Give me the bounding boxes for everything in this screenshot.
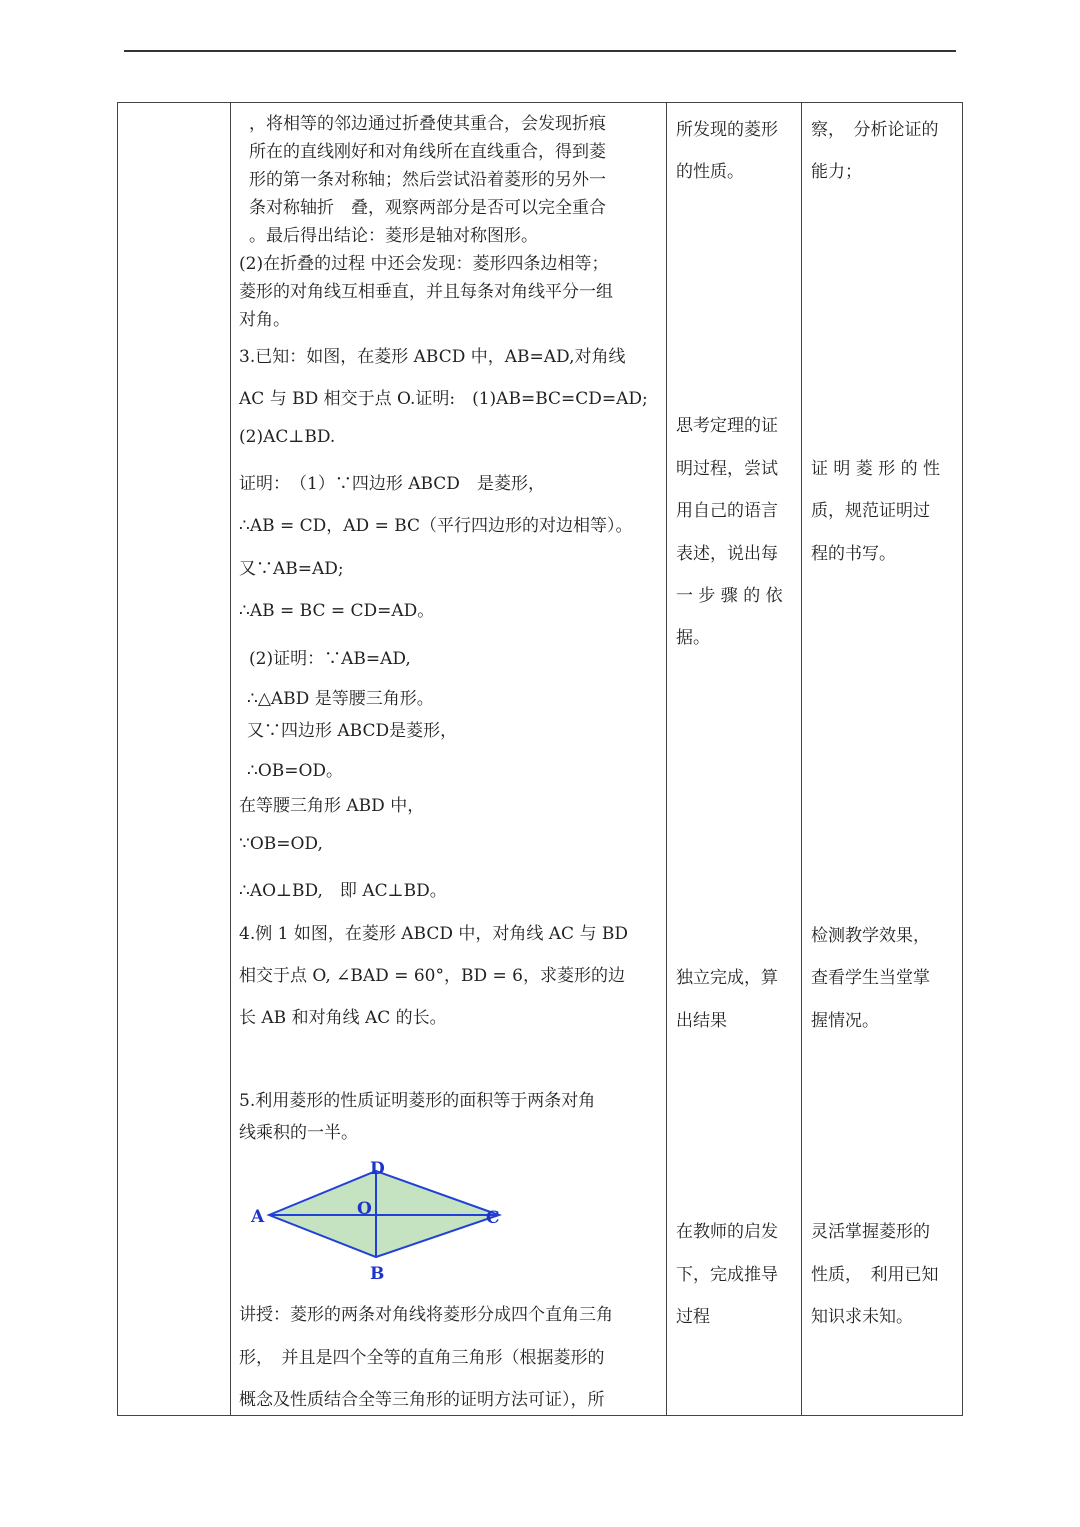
content-line: 又∵四边形 ABCD是菱形， — [247, 721, 458, 741]
student-line: 的性质。 — [676, 162, 744, 182]
intent-line: 握情况。 — [811, 1011, 879, 1031]
content-line: 。最后得出结论：菱形是轴对称图形。 — [249, 226, 538, 246]
content-line: ∴AB = CD，AD = BC（平行四边形的对边相等）。 — [239, 516, 633, 536]
content-line: 讲授：菱形的两条对角线将菱形分成四个直角三角 — [239, 1305, 613, 1325]
content-line: ∴OB=OD。 — [247, 761, 344, 781]
content-line: 线乘积的一半。 — [239, 1123, 358, 1143]
vertex-label-b: B — [370, 1264, 385, 1283]
student-line: 思考定理的证 — [676, 416, 778, 436]
student-line: 独立完成，算 — [676, 968, 778, 988]
student-line: 在教师的启发 — [676, 1222, 778, 1242]
content-line: 证明： （1）∵四边形 ABCD 是菱形， — [239, 474, 545, 494]
content-line: AC 与 BD 相交于点 O.证明: (1)AB=BC=CD=AD; — [239, 389, 648, 409]
content-line: 概念及性质结合全等三角形的证明方法可证），所 — [239, 1390, 605, 1410]
content-line: 对角。 — [239, 310, 290, 330]
intent-line: 程的书写。 — [811, 544, 896, 564]
vertex-label-d: D — [370, 1159, 385, 1179]
content-line: (2)证明：∵AB=AD, — [249, 649, 411, 669]
column-divider — [666, 103, 667, 1415]
content-line: 形的第一条对称轴；然后尝试沿着菱形的另外一 — [249, 170, 606, 190]
column-divider — [230, 103, 231, 1415]
content-line: (2)在折叠的过程 中还会发现：菱形四条边相等； — [239, 254, 609, 274]
student-line: 出结果 — [676, 1011, 727, 1031]
intent-line: 性质， 利用已知 — [811, 1265, 939, 1285]
vertex-label-a: A — [251, 1207, 265, 1227]
content-line: ∴AO⊥BD, 即 AC⊥BD。 — [239, 881, 447, 901]
center-label-o: O — [357, 1199, 372, 1219]
student-line: 表述，说出每 — [676, 544, 778, 564]
intent-line: 知识求未知。 — [811, 1307, 913, 1327]
intent-line: 能力； — [811, 162, 862, 182]
content-line: 5.利用菱形的性质证明菱形的面积等于两条对角 — [239, 1091, 596, 1111]
student-line: 所发现的菱形 — [676, 120, 778, 140]
column-divider — [801, 103, 802, 1415]
content-line: ∴AB = BC = CD=AD。 — [239, 601, 435, 621]
content-line: ∵OB=OD, — [239, 834, 323, 854]
intent-line: 检测教学效果， — [811, 926, 930, 946]
design-intent-column — [811, 103, 961, 1413]
student-line: 过程 — [676, 1307, 710, 1327]
vertex-label-c: C — [486, 1208, 500, 1228]
content-line: 又∵AB=AD; — [239, 559, 344, 579]
student-line: 据。 — [676, 628, 710, 648]
content-line: 条对称轴折 叠，观察两部分是否可以完全重合 — [249, 198, 606, 218]
student-line: 下，完成推导 — [676, 1265, 778, 1285]
lesson-table — [117, 102, 963, 1416]
intent-line: 证 明 菱 形 的 性 — [811, 459, 941, 479]
student-activity-column — [676, 103, 799, 1413]
intent-line: 灵活掌握菱形的 — [811, 1222, 930, 1242]
content-line: 菱形的对角线互相垂直，并且每条对角线平分一组 — [239, 282, 613, 302]
content-line: 所在的直线刚好和对角线所在直线重合，得到菱 — [249, 142, 606, 162]
student-line: 明过程，尝试 — [676, 459, 778, 479]
rhombus-figure — [239, 1153, 539, 1283]
student-line: 一 步 骤 的 依 — [676, 586, 783, 606]
content-line: 长 AB 和对角线 AC 的长。 — [239, 1008, 447, 1028]
content-line: ，将相等的邻边通过折叠使其重合，会发现折痕 — [249, 114, 606, 134]
content-line: 形， 并且是四个全等的直角三角形（根据菱形的 — [239, 1348, 605, 1368]
content-line: (2)AC⊥BD. — [239, 427, 336, 447]
header-rule — [124, 50, 956, 52]
content-line: 3.已知：如图，在菱形 ABCD 中，AB=AD,对角线 — [239, 347, 626, 367]
content-column — [239, 103, 664, 1413]
content-line: ∴△ABD 是等腰三角形。 — [247, 689, 434, 709]
intent-line: 查看学生当堂掌 — [811, 968, 930, 988]
content-line: 相交于点 O, ∠BAD = 60°，BD = 6，求菱形的边 — [239, 966, 625, 986]
intent-line: 质，规范证明过 — [811, 501, 930, 521]
content-line: 4.例 1 如图，在菱形 ABCD 中，对角线 AC 与 BD — [239, 924, 628, 944]
content-line: 在等腰三角形 ABD 中， — [239, 796, 425, 816]
student-line: 用自己的语言 — [676, 501, 778, 521]
intent-line: 察， 分析论证的 — [811, 120, 939, 140]
